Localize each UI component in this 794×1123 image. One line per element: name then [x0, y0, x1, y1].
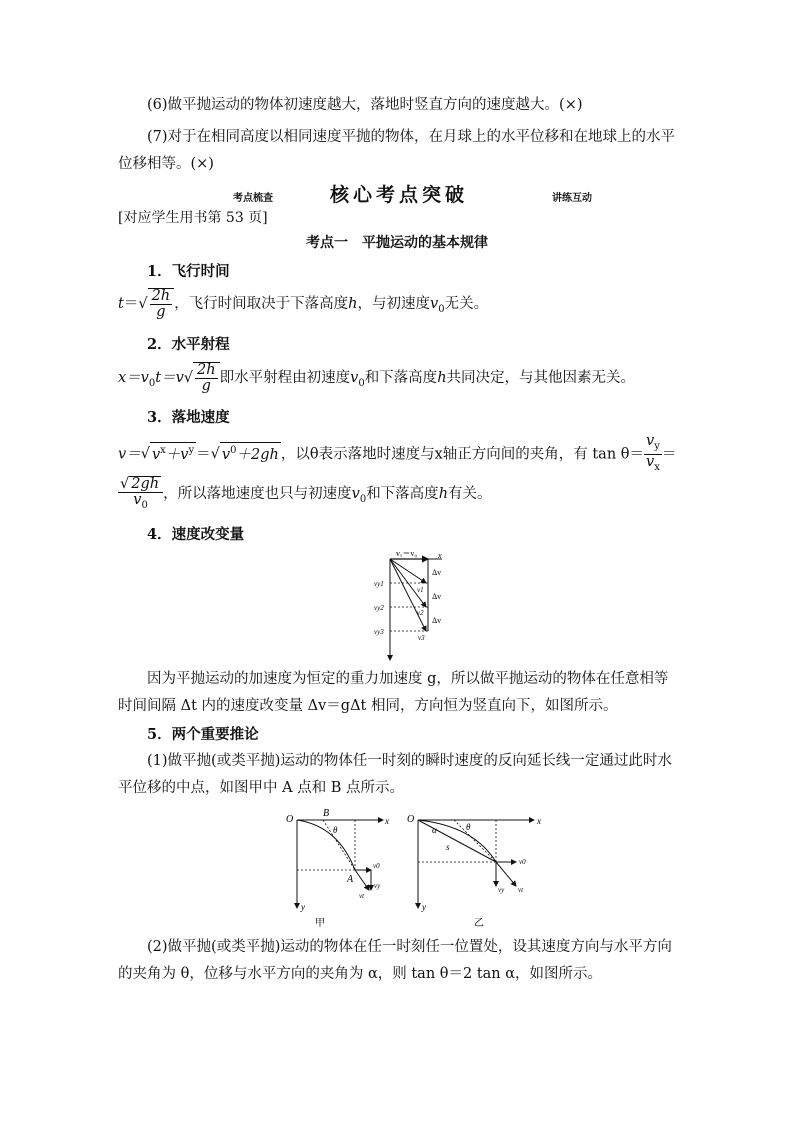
figB-vy: vy	[498, 886, 505, 894]
s4-paragraph: 因为平抛运动的加速度为恒定的重力加速度 g，所以做平抛运动的物体在任意相等时间间隔 Δt 内的速度改变量 Δv＝gΔt 相同，方向恒为竖直向下，如图所示。	[118, 671, 669, 714]
figA-caption: 甲	[315, 918, 325, 929]
s1-formula-line: t＝√ $\frac{2h}{g}$ ，飞行时间取决于下落高度h，与初速度$v_0$无关。	[118, 286, 678, 328]
figA-vy: vy	[374, 882, 381, 890]
figA-y: y	[301, 902, 305, 912]
figure-jia	[283, 806, 403, 931]
figB-displacement	[418, 820, 496, 862]
item-6: (6)做平抛运动的物体初速度越大，落地时竖直方向的速度越大。(×)	[147, 97, 583, 113]
figA-vt-vector	[355, 870, 369, 890]
s3-formula-line: v＝√ $v^x+v^y$ ＝√ $v^0+2gh$ ，以θ表示落地时速度与x轴正方向间的夹角，有 tan θ＝ $\frac{v_y}{v_x}$ ＝	[118, 433, 677, 473]
banner-right: 讲练互动	[552, 193, 592, 204]
fig4-top-label: vₓ＝v₀	[396, 549, 418, 558]
figB-theta: θ	[466, 822, 471, 832]
s5-paragraph-2: (2)做平抛(或类平抛)运动的物体在任一时刻任一位置处，设其速度方向与水平方向的夹角为 θ，位移与水平方向的夹角为 α，则 tan θ＝2 tan α，如图所示。	[118, 939, 672, 982]
s4-heading: 4．速度改变量	[147, 526, 245, 543]
figA-B: B	[323, 808, 330, 819]
s3-heading: 3．落地速度	[147, 409, 230, 426]
s5-paragraph-1: (1)做平抛(或类平抛)运动的物体任一时刻的瞬时速度的反向延长线一定通过此时水平位移的中点，如图甲中 A 点和 B 点所示。	[118, 753, 672, 796]
fig4-vy3: vy3	[374, 628, 384, 636]
topic-heading: 考点一 平抛运动的基本规律	[306, 235, 488, 251]
fig4-v3: v3	[418, 634, 425, 642]
fig4-vy1: vy1	[374, 580, 384, 588]
banner-left: 考点梳查	[233, 193, 273, 204]
velocity-change-figure	[370, 548, 460, 663]
figB-y: y	[422, 902, 426, 912]
fig4-dv-3: Δv	[432, 616, 442, 625]
section-banner	[0, 180, 794, 206]
figB-vt: vt	[518, 886, 524, 894]
fig4-vy2: vy2	[374, 604, 384, 612]
figB-s: s	[446, 842, 450, 852]
figA-O: O	[286, 814, 294, 825]
fig4-v1: v1	[417, 586, 424, 594]
figA-theta: θ	[333, 825, 338, 835]
s1-sqrt: √ $\frac{2h}{g}$	[138, 286, 174, 322]
fig4-v1-vector	[390, 559, 426, 583]
figA-v0: v0	[373, 862, 380, 870]
figB-alpha: α	[432, 825, 437, 835]
figA-tangent	[323, 820, 355, 870]
figB-v0: v0	[519, 858, 526, 866]
s3-formula-line-2: $\frac{√ 2gh}{v_0}$ ，所以落地速度也只与初速度$v_0$和下落高度h有关。	[120, 475, 492, 511]
figure-yi	[404, 806, 549, 931]
s2-formula-line: $x=v_0t=v√$ $\frac{2h}{g}$ 即水平射程由初速度$v_0$和下落高度h共同决定，与其他因素无关。	[118, 361, 636, 394]
item-7: (7)对于在相同高度以相同速度平抛的物体，在月球上的水平位移和在地球上的水平位移相等。(×)	[118, 129, 676, 172]
s5-heading: 5．两个重要推论	[147, 726, 259, 743]
fig4-x-label: x	[438, 551, 442, 560]
fig4-dv-2: Δv	[432, 592, 442, 601]
fig4-v2: v2	[417, 609, 424, 617]
figB-x: x	[537, 816, 541, 826]
fig4-v3-vector	[390, 559, 426, 631]
figA-x: x	[385, 816, 389, 826]
s2-heading: 2．水平射程	[147, 336, 230, 353]
page-reference: [对应学生用书第 53 页]	[118, 210, 268, 226]
figB-O: O	[407, 814, 415, 825]
figB-tangent	[454, 820, 496, 862]
figA-A: A	[347, 874, 354, 885]
figA-trajectory	[297, 820, 355, 870]
banner-title: 核心考点突破	[330, 184, 469, 206]
figB-caption: 乙	[474, 918, 484, 929]
s1-heading: 1．飞行时间	[147, 263, 230, 280]
figA-vt: vt	[359, 892, 365, 900]
fig4-dv-1: Δv	[432, 568, 442, 577]
figB-vt-vector	[496, 862, 516, 886]
